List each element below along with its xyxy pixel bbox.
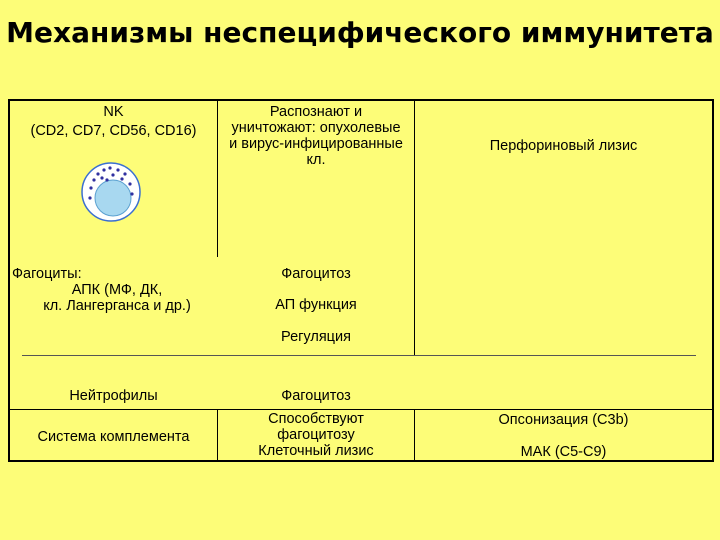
table-border-bottom bbox=[8, 460, 714, 462]
phagocytes-label: Фагоциты: bbox=[12, 266, 82, 282]
complement-mac: МАК (С5-С9) bbox=[520, 444, 607, 460]
complement-opsonization: Опсонизация (С3b) bbox=[498, 412, 629, 428]
cell-nucleus-icon bbox=[95, 180, 131, 216]
page-title: Механизмы неспецифического иммунитета bbox=[6, 16, 714, 49]
phagocytes-sub2: кл. Лангерганса и др.) bbox=[43, 298, 191, 314]
table-border-top bbox=[8, 99, 714, 101]
complement-label: Система комплемента bbox=[37, 429, 190, 445]
nk-cell-illustration bbox=[80, 160, 144, 224]
column-divider-1-lower bbox=[217, 410, 218, 461]
phagocytes-func-ap: АП функция bbox=[275, 297, 357, 313]
row-divider-regulation bbox=[22, 355, 696, 356]
column-divider-1 bbox=[217, 99, 218, 257]
complement-function: Способствуют фагоцитозу Клеточный лизис bbox=[258, 411, 374, 459]
nk-markers: (CD2, CD7, CD56, CD16) bbox=[30, 123, 197, 139]
table-border-right bbox=[712, 99, 714, 462]
phagocytes-func-phagocytosis: Фагоцитоз bbox=[281, 266, 351, 282]
row-divider-complement bbox=[8, 409, 714, 410]
nk-label: NK bbox=[103, 104, 124, 120]
phagocytes-func-regulation: Регуляция bbox=[281, 329, 351, 345]
neutrophils-label: Нейтрофилы bbox=[69, 388, 158, 404]
nk-function: Распознают и уничтожают: опухолевые и вирус-инфицированные кл. bbox=[229, 104, 403, 168]
neutrophils-function: Фагоцитоз bbox=[281, 388, 351, 404]
table-border-left bbox=[8, 99, 10, 462]
phagocytes-sub1: АПК (МФ, ДК, bbox=[71, 282, 163, 298]
nk-mechanism: Перфориновый лизис bbox=[489, 138, 638, 154]
